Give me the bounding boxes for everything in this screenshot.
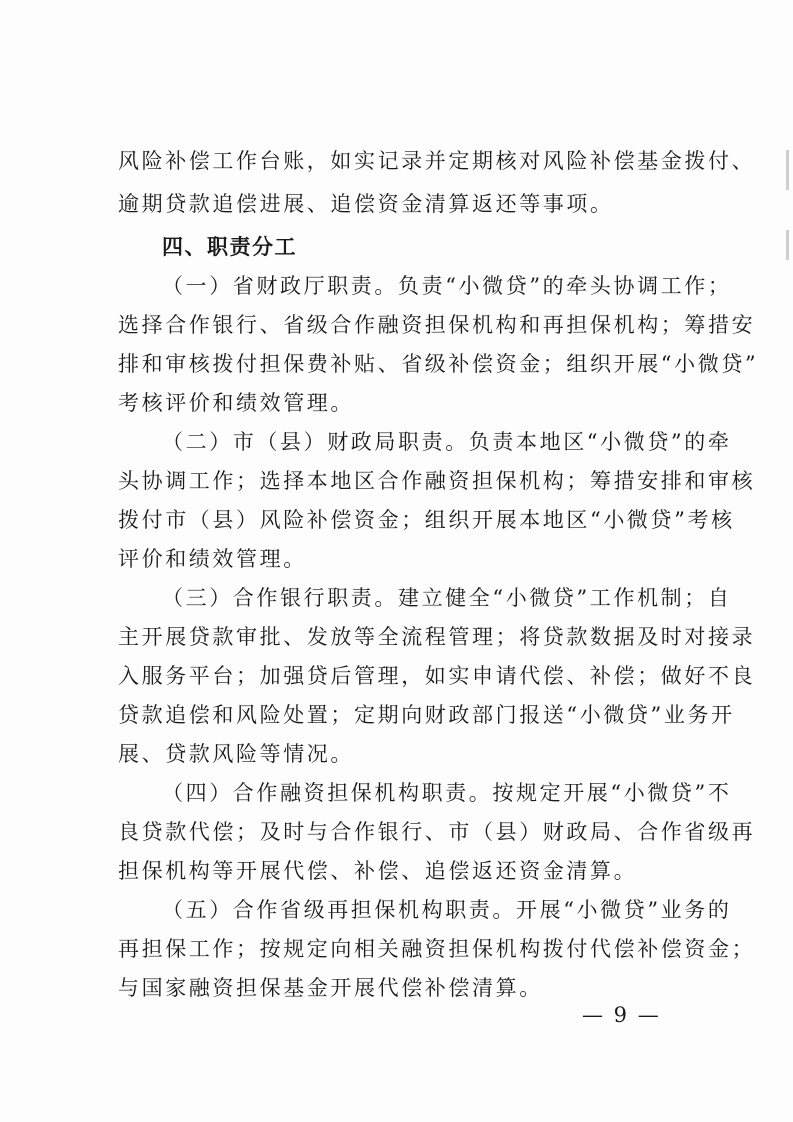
body-text-line: 逾期贷款追偿进展、追偿资金清算返还等事项。 xyxy=(118,192,614,216)
paragraph-2-line: 头协调工作；选择本地区合作融资担保机构；筹措安排和审核 xyxy=(118,469,756,493)
paragraph-1-line: 考核评价和绩效管理。 xyxy=(118,391,354,415)
paragraph-5-line: 与国家融资担保基金开展代偿补偿清算。 xyxy=(118,976,543,1000)
paragraph-2-line: 评价和绩效管理。 xyxy=(118,547,307,571)
paragraph-1-line: （一）省财政厅职责。负责“小微贷”的牵头协调工作； xyxy=(162,274,732,298)
paragraph-2-line: （二）市（县）财政局职责。负责本地区“小微贷”的牵 xyxy=(162,430,732,454)
paragraph-4-line: 担保机构等开展代偿、补偿、追偿返还资金清算。 xyxy=(118,859,638,883)
paragraph-2-line: 拨付市（县）风险补偿资金；组织开展本地区“小微贷”考核 xyxy=(118,508,735,532)
scan-edge-mark xyxy=(786,150,789,190)
section-heading: 四、职责分工 xyxy=(162,235,297,259)
paragraph-3-line: 入服务平台；加强贷后管理，如实申请代偿、补偿；做好不良 xyxy=(118,664,756,688)
paragraph-4-line: （四）合作融资担保机构职责。按规定开展“小微贷”不 xyxy=(162,781,732,805)
body-text-line: 风险补偿工作台账，如实记录并定期核对风险补偿基金拨付、 xyxy=(118,149,756,173)
paragraph-5-line: 再担保工作；按规定向相关融资担保机构拨付代偿补偿资金； xyxy=(118,937,756,961)
paragraph-3-line: 展、贷款风险等情况。 xyxy=(118,742,354,766)
scan-edge-mark xyxy=(786,230,789,260)
paragraph-3-line: 主开展贷款审批、发放等全流程管理；将贷款数据及时对接录 xyxy=(118,625,756,649)
page-number: — 9 — xyxy=(582,1003,661,1027)
paragraph-4-line: 良贷款代偿；及时与合作银行、市（县）财政局、合作省级再 xyxy=(118,820,756,844)
paragraph-1-line: 选择合作银行、省级合作融资担保机构和再担保机构；筹措安 xyxy=(118,313,756,337)
paragraph-5-line: （五）合作省级再担保机构职责。开展“小微贷”业务的 xyxy=(162,898,732,922)
paragraph-1-line: 排和审核拨付担保费补贴、省级补偿资金；组织开展“小微贷” xyxy=(118,352,759,376)
paragraph-3-line: 贷款追偿和风险处置；定期向财政部门报送“小微贷”业务开 xyxy=(118,703,735,727)
paragraph-3-line: （三）合作银行职责。建立健全“小微贷”工作机制；自 xyxy=(162,586,732,610)
